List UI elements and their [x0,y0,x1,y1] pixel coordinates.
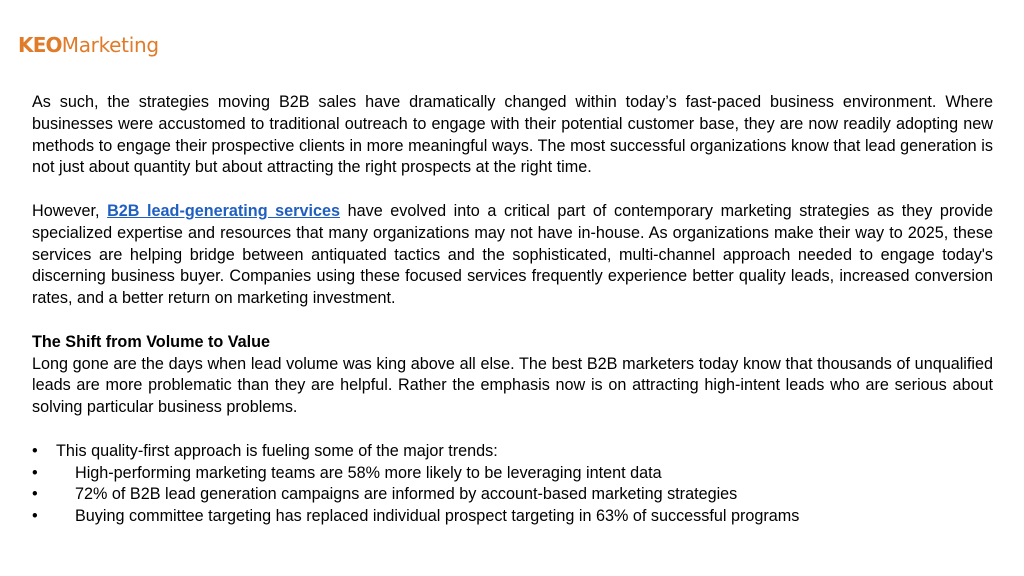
section-heading: The Shift from Volume to Value [32,332,271,351]
logo-keo-text: KEO [18,33,62,57]
list-item [32,506,993,528]
b2b-lead-services-link[interactable]: B2B lead-generating services [107,201,340,220]
paragraph-spacer [32,179,993,201]
section-body-paragraph: Long gone are the days when lead volume was king above all else. The best B2B marketers today know that thousands of unqualified leads are more problematic than they are helpful. Rather the emphasis now is on attracting high-intent leads who are serious about solving particular business problems. [32,354,993,417]
list-item [32,441,993,463]
list-item-text: This quality-first approach is fueling some of the major trends: [56,441,498,460]
list-item-text: High-performing marketing teams are 58% more likely to be leveraging intent data [75,463,662,482]
list-item-text: 72% of B2B lead generation campaigns are informed by account-based marketing strategies [75,485,738,504]
services-paragraph [32,201,993,310]
keo-marketing-logo [18,32,159,58]
bullet-icon: • [32,441,38,460]
list-item [32,463,993,485]
trends-list [32,441,993,528]
list-item [32,484,993,506]
bullet-icon: • [32,485,38,504]
services-body-text: have evolved into a critical part of contemporary marketing strategies as they provide specialized expertise and resources that many organizations may not have in-house. As organizations make their way to 2025, these services are helping bridge between antiquated tactics and the sophisticated, multi-channel approach needed to engage today's discerning business buyer. Companies using these focused services frequently experience better quality leads, increased conversion rates, and a better return on marketing investment. [32,201,993,308]
intro-paragraph: As such, the strategies moving B2B sales have dramatically changed within today’s fast-paced business environment. Where businesses were accustomed to traditional outreach to engage with their potential customer base, they are now readily adopting new methods to engage their prospective clients in more meaningful ways. The most successful organizations know that lead generation is not just about quantity but about attracting the right prospects at the right time. [32,93,993,177]
services-prefix-text: However, [32,201,108,220]
bullet-icon: • [32,463,38,482]
paragraph-spacer [32,310,993,332]
bullet-icon: • [32,507,38,526]
paragraph-spacer [32,419,993,441]
list-item-text: Buying committee targeting has replaced individual prospect targeting in 63% of successful programs [75,507,800,526]
logo-marketing-text: Marketing [61,33,159,57]
article-body [32,92,993,528]
